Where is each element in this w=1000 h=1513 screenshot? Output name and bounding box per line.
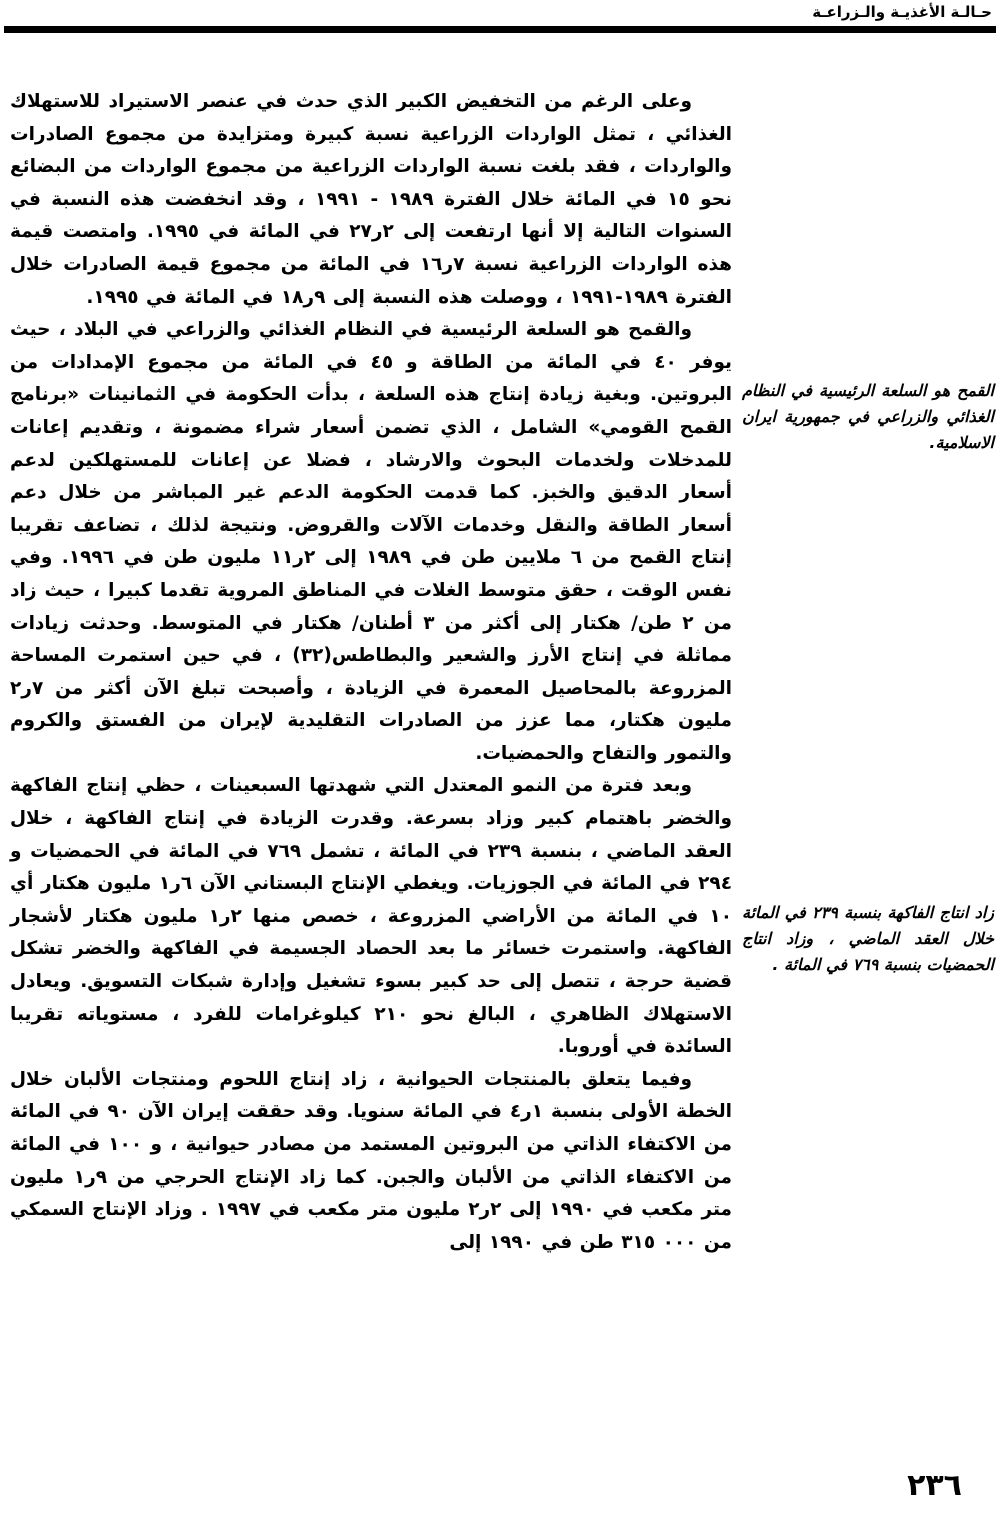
- margin-notes-column: [742, 86, 994, 1386]
- paragraph: وفيما يتعلق بالمنتجات الحيوانية ، زاد إنتاج اللحوم ومنتجات الألبان خلال الخطة الأولى بنسبة ١ر٤ في المائة سنويا. وقد حققت إيران الآن ٩٠ في المائة من الاكتفاء الذاتي من البروتين المستمد من مصادر حيوانية ، و ١٠٠ في المائة من الاكتفاء الذاتي من الألبان والجبن. كما زاد الإنتاج الحرجي من ٩ر١ مليون متر مكعب في ١٩٩٠ إلى ٢ر٢ مليون متر مكعب في ١٩٩٧ . وزاد الإنتاج السمكي من ٠٠٠ ٣١٥ طن في ١٩٩٠ إلى: [10, 1068, 733, 1253]
- paragraph: والقمح هو السلعة الرئيسية في النظام الغذائي والزراعي في البلاد ، حيث يوفر ٤٠ في المائة من الطاقة و ٤٥ في المائة من مجموع الإمدادات من البروتين. وبغية زيادة إنتاج هذه السلعة ، بدأت الحكومة في الثمانينات «برنامج القمح القومي» الشامل ، الذي تضمن أسعار شراء مضمونة ، وتقديم إعانات للمدخلات ولخدمات البحوث والارشاد ، فضلا عن إعانات للمستهلكين لدعم أسعار الدقيق والخبز. كما قدمت الحكومة الدعم غير المباشر من خلال دعم أسعار الطاقة والنقل وخدمات الآلات والقروض. ونتيجة لذلك ، تضاعف تقريبا إنتاج القمح من ٦ ملايين طن في ١٩٨٩ إلى ٢ر١١ مليون طن في ١٩٩٦. وفي نفس الوقت ، حقق متوسط الغلات في المناطق المروية تقدما كبيرا ، حيث زاد من ٢ طن/ هكتار إلى أكثر من ٣ أطنان/ هكتار في المتوسط. وحدثت زيادات مماثلة في إنتاج الأرز والشعير والبطاطس(٣٢) ، في حين استمرت المساحة المزروعة بالمحاصيل المعمرة في الزيادة ، وأصبحت تبلغ الآن أكثر من ٧ر٢ مليون هكتار، مما عزز من الصادرات التقليدية لإيران من الفستق والكروم والتمور والتفاح والحمضيات.: [10, 319, 733, 764]
- header-rule: [4, 26, 996, 33]
- running-head: حـالـة الأغذيـة والـزراعـة: [812, 3, 992, 21]
- paragraph: وبعد فترة من النمو المعتدل التي شهدتها السبعينات ، حظي إنتاج الفاكهة والخضر باهتمام كبير وزاد بسرعة. وقدرت الزيادة في إنتاج الفاكهة ، خلال العقد الماضي ، بنسبة ٢٣٩ في المائة ، تشمل ٧٦٩ في المائة في الحمضيات و ٢٩٤ في المائة في الجوزيات. ويغطي الإنتاج البستاني الآن ٦ر١ مليون هكتار أي ١٠ في المائة من الأراضي المزروعة ، خصص منها ٢ر١ مليون هكتار لأشجار الفاكهة. واستمرت خسائر ما بعد الحصاد الجسيمة في الفاكهة والخضر تشكل قضية حرجة ، تتصل إلى حد كبير بسوء تشغيل وإدارة شبكات التسويق. ويعادل الاستهلاك الظاهري ، البالغ نحو ٢١٠ كيلوغرامات للفرد ، مستوياته تقريبا السائدة في أوروبا.: [10, 775, 732, 1058]
- margin-note: زاد انتاج الفاكهة بنسبة ٢٣٩ في المائة خلال العقد الماضي ، وزاد انتاج الحمضيات بنسبة ٧٦٩ في المائة .: [742, 903, 994, 974]
- body-text-column: [10, 86, 732, 1259]
- margin-note: القمح هو السلعة الرئيسية في النظام الغذائي والزراعي في جمهورية ايران الاسلامية.: [742, 381, 994, 452]
- page-number: ٢٣٦: [907, 1468, 962, 1503]
- paragraph: وعلى الرغم من التخفيض الكبير الذي حدث في عنصر الاستيراد للاستهلاك الغذائي ، تمثل الواردات الزراعية نسبة كبيرة ومتزايدة من مجموع الصادرات والواردات ، فقد بلغت نسبة الواردات الزراعية من مجموع الواردات من البضائع نحو ١٥ في المائة خلال الفترة ١٩٨٩ - ١٩٩١ ، وقد انخفضت هذه النسبة في السنوات التالية إلا أنها ارتفعت إلى ٢ر٢٧ في المائة في ١٩٩٥. وامتصت قيمة هذه الواردات الزراعية نسبة ٧ر١٦ في المائة من مجموع قيمة الصادرات خلال الفترة ١٩٨٩-١٩٩١ ، ووصلت هذه النسبة إلى ٩ر١٨ في المائة في ١٩٩٥.: [10, 91, 733, 308]
